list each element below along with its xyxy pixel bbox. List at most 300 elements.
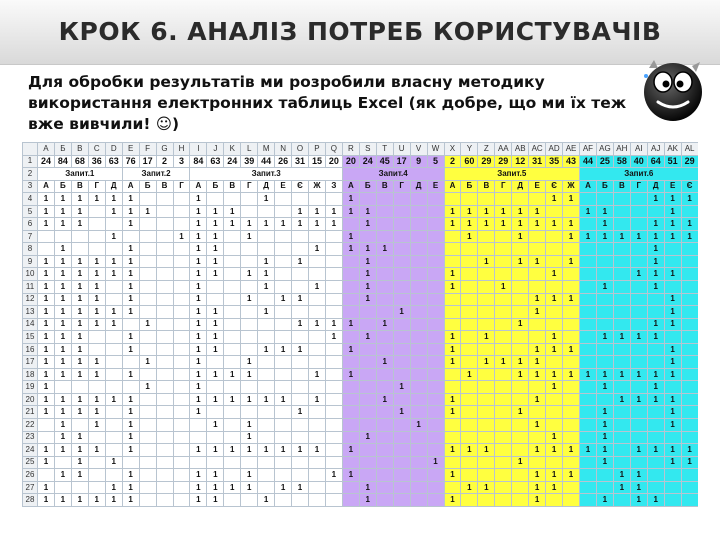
sheet-cell[interactable]: 1 xyxy=(461,368,478,381)
sheet-cell[interactable]: 1 xyxy=(71,306,88,319)
sheet-cell[interactable]: 1 xyxy=(105,205,122,218)
sheet-cell[interactable]: 1 xyxy=(258,218,275,231)
sheet-cell[interactable]: 1 xyxy=(630,331,647,344)
sheet-cell[interactable]: Д xyxy=(258,180,275,193)
sheet-cell[interactable]: 44 xyxy=(580,155,597,168)
sheet-cell[interactable] xyxy=(275,255,292,268)
sheet-cell[interactable] xyxy=(681,331,698,344)
sheet-cell[interactable] xyxy=(88,205,105,218)
sheet-cell[interactable]: 1 xyxy=(71,193,88,206)
sheet-cell[interactable] xyxy=(376,494,393,507)
sheet-cell[interactable] xyxy=(88,469,105,482)
sheet-cell[interactable] xyxy=(241,456,258,469)
sheet-cell[interactable]: 1 xyxy=(190,331,207,344)
sheet-cell[interactable]: 1 xyxy=(275,393,292,406)
sheet-cell[interactable] xyxy=(495,255,512,268)
sheet-cell[interactable]: 1 xyxy=(647,243,664,256)
sheet-cell[interactable] xyxy=(495,406,512,419)
sheet-cell[interactable]: 19 xyxy=(23,381,38,394)
sheet-cell[interactable]: 1 xyxy=(444,393,461,406)
sheet-cell[interactable]: 1 xyxy=(54,469,71,482)
sheet-cell[interactable]: Б xyxy=(596,180,613,193)
sheet-cell[interactable] xyxy=(156,255,173,268)
sheet-cell[interactable]: 1 xyxy=(376,318,393,331)
sheet-cell[interactable] xyxy=(495,456,512,469)
sheet-cell[interactable]: 76 xyxy=(122,155,139,168)
sheet-cell[interactable] xyxy=(359,193,376,206)
sheet-cell[interactable] xyxy=(664,494,681,507)
sheet-cell[interactable]: 1 xyxy=(224,444,241,457)
sheet-cell[interactable] xyxy=(156,306,173,319)
sheet-cell[interactable]: 1 xyxy=(630,393,647,406)
sheet-cell[interactable]: 1 xyxy=(292,205,309,218)
sheet-cell[interactable] xyxy=(580,481,597,494)
sheet-cell[interactable] xyxy=(461,494,478,507)
sheet-cell[interactable]: 1 xyxy=(122,243,139,256)
sheet-cell[interactable]: 1 xyxy=(512,406,529,419)
sheet-cell[interactable]: 1 xyxy=(241,419,258,432)
sheet-cell[interactable] xyxy=(156,368,173,381)
sheet-cell[interactable]: 1 xyxy=(71,469,88,482)
sheet-cell[interactable] xyxy=(207,293,224,306)
sheet-cell[interactable]: 1 xyxy=(241,431,258,444)
sheet-cell[interactable]: 26 xyxy=(275,155,292,168)
sheet-cell[interactable] xyxy=(325,368,342,381)
sheet-cell[interactable]: 1 xyxy=(241,469,258,482)
sheet-cell[interactable]: 1 xyxy=(275,343,292,356)
sheet-cell[interactable]: 1 xyxy=(241,230,258,243)
sheet-cell[interactable] xyxy=(139,431,156,444)
sheet-cell[interactable] xyxy=(88,343,105,356)
column-header[interactable]: AG xyxy=(596,143,613,156)
sheet-cell[interactable] xyxy=(461,193,478,206)
sheet-cell[interactable]: 20 xyxy=(325,155,342,168)
sheet-cell[interactable]: 1 xyxy=(88,193,105,206)
sheet-cell[interactable]: 1 xyxy=(647,331,664,344)
sheet-cell[interactable]: А xyxy=(122,180,139,193)
sheet-cell[interactable] xyxy=(478,268,495,281)
sheet-cell[interactable]: 5 xyxy=(23,205,38,218)
sheet-cell[interactable] xyxy=(580,343,597,356)
sheet-cell[interactable]: 1 xyxy=(647,494,664,507)
sheet-cell[interactable]: 1 xyxy=(190,193,207,206)
sheet-cell[interactable] xyxy=(546,393,563,406)
sheet-cell[interactable]: 1 xyxy=(258,193,275,206)
sheet-cell[interactable] xyxy=(563,419,580,432)
sheet-cell[interactable]: 1 xyxy=(461,218,478,231)
sheet-cell[interactable] xyxy=(309,230,326,243)
sheet-cell[interactable] xyxy=(173,431,190,444)
sheet-cell[interactable]: 2 xyxy=(23,168,38,181)
sheet-cell[interactable] xyxy=(173,343,190,356)
sheet-cell[interactable] xyxy=(342,419,359,432)
query-label-g4[interactable]: Запит.4 xyxy=(342,168,444,181)
sheet-cell[interactable]: 24 xyxy=(359,155,376,168)
sheet-cell[interactable]: 1 xyxy=(122,268,139,281)
column-header[interactable]: U xyxy=(393,143,410,156)
sheet-cell[interactable] xyxy=(444,230,461,243)
sheet-cell[interactable]: 1 xyxy=(122,306,139,319)
sheet-cell[interactable]: 1 xyxy=(71,406,88,419)
sheet-cell[interactable] xyxy=(173,456,190,469)
sheet-cell[interactable]: 1 xyxy=(88,268,105,281)
sheet-cell[interactable] xyxy=(258,469,275,482)
sheet-cell[interactable] xyxy=(393,230,410,243)
sheet-cell[interactable]: 1 xyxy=(478,444,495,457)
sheet-cell[interactable] xyxy=(461,431,478,444)
sheet-cell[interactable] xyxy=(529,243,546,256)
sheet-cell[interactable] xyxy=(478,393,495,406)
sheet-cell[interactable] xyxy=(71,419,88,432)
sheet-cell[interactable]: 1 xyxy=(71,205,88,218)
sheet-cell[interactable]: 1 xyxy=(309,218,326,231)
sheet-cell[interactable]: 1 xyxy=(54,193,71,206)
sheet-cell[interactable] xyxy=(546,356,563,369)
sheet-cell[interactable]: 1 xyxy=(190,444,207,457)
sheet-cell[interactable] xyxy=(342,381,359,394)
sheet-cell[interactable] xyxy=(292,243,309,256)
sheet-cell[interactable] xyxy=(309,193,326,206)
sheet-cell[interactable]: 1 xyxy=(38,193,55,206)
sheet-cell[interactable] xyxy=(173,281,190,294)
sheet-cell[interactable]: 1 xyxy=(309,318,326,331)
column-header[interactable]: AJ xyxy=(647,143,664,156)
sheet-cell[interactable] xyxy=(54,481,71,494)
sheet-cell[interactable] xyxy=(512,481,529,494)
sheet-cell[interactable]: В xyxy=(376,180,393,193)
sheet-cell[interactable]: 1 xyxy=(546,381,563,394)
sheet-cell[interactable] xyxy=(478,318,495,331)
sheet-cell[interactable]: 23 xyxy=(23,431,38,444)
sheet-cell[interactable]: 51 xyxy=(664,155,681,168)
sheet-cell[interactable] xyxy=(393,356,410,369)
sheet-cell[interactable] xyxy=(444,431,461,444)
sheet-cell[interactable]: 1 xyxy=(88,306,105,319)
sheet-cell[interactable]: 1 xyxy=(38,255,55,268)
sheet-cell[interactable] xyxy=(342,293,359,306)
sheet-cell[interactable] xyxy=(664,243,681,256)
sheet-cell[interactable]: 1 xyxy=(664,318,681,331)
sheet-cell[interactable]: 25 xyxy=(23,456,38,469)
sheet-cell[interactable] xyxy=(393,444,410,457)
sheet-cell[interactable] xyxy=(613,218,630,231)
sheet-cell[interactable] xyxy=(681,255,698,268)
sheet-cell[interactable] xyxy=(427,218,444,231)
sheet-cell[interactable] xyxy=(529,318,546,331)
sheet-cell[interactable] xyxy=(529,281,546,294)
sheet-cell[interactable] xyxy=(275,281,292,294)
sheet-cell[interactable] xyxy=(105,469,122,482)
sheet-cell[interactable] xyxy=(342,456,359,469)
sheet-cell[interactable]: 4 xyxy=(23,193,38,206)
sheet-cell[interactable]: Є xyxy=(292,180,309,193)
sheet-cell[interactable]: Е xyxy=(664,180,681,193)
sheet-cell[interactable]: 1 xyxy=(207,331,224,344)
sheet-cell[interactable]: 1 xyxy=(292,255,309,268)
sheet-cell[interactable]: 1 xyxy=(664,419,681,432)
sheet-cell[interactable] xyxy=(495,419,512,432)
sheet-cell[interactable] xyxy=(393,255,410,268)
sheet-cell[interactable] xyxy=(359,393,376,406)
sheet-cell[interactable]: 1 xyxy=(190,293,207,306)
sheet-cell[interactable] xyxy=(461,306,478,319)
sheet-cell[interactable] xyxy=(647,406,664,419)
column-header[interactable]: Q xyxy=(325,143,342,156)
sheet-cell[interactable] xyxy=(275,356,292,369)
sheet-cell[interactable] xyxy=(580,419,597,432)
sheet-cell[interactable]: 1 xyxy=(54,293,71,306)
sheet-cell[interactable] xyxy=(359,444,376,457)
sheet-cell[interactable] xyxy=(241,281,258,294)
sheet-cell[interactable] xyxy=(681,343,698,356)
sheet-cell[interactable] xyxy=(596,293,613,306)
sheet-cell[interactable] xyxy=(613,343,630,356)
query-label-g1[interactable]: Запит.1 xyxy=(38,168,123,181)
sheet-cell[interactable] xyxy=(258,368,275,381)
sheet-cell[interactable]: 1 xyxy=(444,406,461,419)
sheet-cell[interactable]: 1 xyxy=(664,456,681,469)
sheet-cell[interactable] xyxy=(292,456,309,469)
sheet-cell[interactable] xyxy=(359,419,376,432)
sheet-cell[interactable]: 1 xyxy=(563,193,580,206)
sheet-cell[interactable]: 1 xyxy=(258,343,275,356)
sheet-cell[interactable]: 1 xyxy=(647,230,664,243)
sheet-cell[interactable] xyxy=(393,494,410,507)
sheet-cell[interactable]: 1 xyxy=(122,419,139,432)
sheet-cell[interactable]: 1 xyxy=(444,469,461,482)
sheet-cell[interactable] xyxy=(495,494,512,507)
sheet-cell[interactable]: 1 xyxy=(105,494,122,507)
sheet-cell[interactable] xyxy=(427,293,444,306)
sheet-cell[interactable] xyxy=(359,356,376,369)
sheet-cell[interactable] xyxy=(376,469,393,482)
sheet-cell[interactable] xyxy=(173,193,190,206)
sheet-cell[interactable]: 1 xyxy=(613,368,630,381)
sheet-cell[interactable]: 1 xyxy=(309,205,326,218)
sheet-cell[interactable] xyxy=(309,268,326,281)
sheet-cell[interactable] xyxy=(410,306,427,319)
sheet-cell[interactable] xyxy=(664,255,681,268)
sheet-cell[interactable] xyxy=(105,343,122,356)
sheet-cell[interactable] xyxy=(309,419,326,432)
sheet-cell[interactable]: 44 xyxy=(258,155,275,168)
sheet-cell[interactable] xyxy=(478,431,495,444)
sheet-cell[interactable] xyxy=(512,331,529,344)
sheet-cell[interactable]: 1 xyxy=(38,381,55,394)
sheet-cell[interactable]: 1 xyxy=(359,281,376,294)
sheet-cell[interactable] xyxy=(613,381,630,394)
sheet-cell[interactable] xyxy=(275,306,292,319)
sheet-cell[interactable] xyxy=(478,494,495,507)
sheet-cell[interactable] xyxy=(580,406,597,419)
sheet-cell[interactable] xyxy=(512,381,529,394)
sheet-cell[interactable] xyxy=(71,230,88,243)
sheet-cell[interactable] xyxy=(664,431,681,444)
sheet-cell[interactable] xyxy=(478,469,495,482)
sheet-cell[interactable] xyxy=(393,268,410,281)
query-label-g2[interactable]: Запит.2 xyxy=(122,168,190,181)
sheet-cell[interactable] xyxy=(613,255,630,268)
sheet-cell[interactable]: 1 xyxy=(71,318,88,331)
sheet-cell[interactable] xyxy=(224,318,241,331)
sheet-cell[interactable] xyxy=(325,481,342,494)
sheet-cell[interactable]: 1 xyxy=(173,230,190,243)
sheet-cell[interactable] xyxy=(275,494,292,507)
sheet-cell[interactable]: 1 xyxy=(444,268,461,281)
sheet-cell[interactable] xyxy=(376,205,393,218)
sheet-cell[interactable]: 1 xyxy=(596,431,613,444)
sheet-cell[interactable] xyxy=(630,281,647,294)
sheet-cell[interactable]: 18 xyxy=(23,368,38,381)
sheet-cell[interactable] xyxy=(105,419,122,432)
sheet-cell[interactable]: 1 xyxy=(495,205,512,218)
sheet-cell[interactable] xyxy=(241,255,258,268)
sheet-cell[interactable]: 1 xyxy=(546,218,563,231)
column-header[interactable]: J xyxy=(207,143,224,156)
sheet-cell[interactable]: 63 xyxy=(105,155,122,168)
sheet-cell[interactable]: Б xyxy=(359,180,376,193)
sheet-cell[interactable] xyxy=(563,318,580,331)
sheet-cell[interactable]: 1 xyxy=(325,469,342,482)
sheet-cell[interactable] xyxy=(139,218,156,231)
column-header[interactable]: AF xyxy=(580,143,597,156)
sheet-cell[interactable]: 1 xyxy=(580,444,597,457)
sheet-cell[interactable] xyxy=(647,469,664,482)
sheet-cell[interactable]: 1 xyxy=(122,193,139,206)
sheet-cell[interactable]: 3 xyxy=(173,155,190,168)
sheet-cell[interactable]: 1 xyxy=(224,205,241,218)
sheet-cell[interactable] xyxy=(342,481,359,494)
sheet-cell[interactable]: 1 xyxy=(71,343,88,356)
sheet-cell[interactable] xyxy=(292,368,309,381)
sheet-cell[interactable] xyxy=(376,381,393,394)
sheet-cell[interactable]: 1 xyxy=(88,406,105,419)
sheet-cell[interactable]: 29 xyxy=(495,155,512,168)
sheet-cell[interactable]: 1 xyxy=(190,343,207,356)
sheet-cell[interactable] xyxy=(495,381,512,394)
sheet-cell[interactable]: А xyxy=(444,180,461,193)
sheet-cell[interactable]: 1 xyxy=(664,444,681,457)
sheet-cell[interactable] xyxy=(54,456,71,469)
sheet-cell[interactable] xyxy=(613,356,630,369)
sheet-cell[interactable] xyxy=(105,243,122,256)
sheet-cell[interactable]: 1 xyxy=(54,356,71,369)
sheet-cell[interactable] xyxy=(325,306,342,319)
sheet-cell[interactable] xyxy=(427,268,444,281)
sheet-cell[interactable] xyxy=(224,406,241,419)
sheet-cell[interactable]: 1 xyxy=(190,218,207,231)
column-header[interactable] xyxy=(23,143,38,156)
sheet-cell[interactable] xyxy=(156,318,173,331)
sheet-cell[interactable]: 1 xyxy=(122,331,139,344)
sheet-cell[interactable] xyxy=(156,444,173,457)
sheet-cell[interactable] xyxy=(173,255,190,268)
sheet-cell[interactable]: 1 xyxy=(393,406,410,419)
sheet-cell[interactable] xyxy=(139,444,156,457)
sheet-cell[interactable] xyxy=(427,481,444,494)
sheet-cell[interactable]: 1 xyxy=(359,494,376,507)
sheet-cell[interactable] xyxy=(190,419,207,432)
sheet-cell[interactable]: 1 xyxy=(224,368,241,381)
sheet-cell[interactable] xyxy=(173,381,190,394)
sheet-cell[interactable] xyxy=(580,306,597,319)
sheet-cell[interactable] xyxy=(681,494,698,507)
sheet-cell[interactable] xyxy=(630,218,647,231)
sheet-cell[interactable]: 1 xyxy=(664,343,681,356)
sheet-cell[interactable] xyxy=(292,230,309,243)
sheet-cell[interactable]: 1 xyxy=(596,419,613,432)
sheet-cell[interactable] xyxy=(139,281,156,294)
sheet-cell[interactable] xyxy=(376,255,393,268)
sheet-cell[interactable]: 1 xyxy=(190,481,207,494)
sheet-cell[interactable]: 1 xyxy=(190,306,207,319)
sheet-cell[interactable] xyxy=(529,381,546,394)
sheet-cell[interactable]: 1 xyxy=(563,469,580,482)
column-header[interactable]: AE xyxy=(563,143,580,156)
sheet-cell[interactable]: 60 xyxy=(461,155,478,168)
sheet-cell[interactable]: 1 xyxy=(54,218,71,231)
sheet-cell[interactable] xyxy=(512,444,529,457)
sheet-cell[interactable] xyxy=(410,494,427,507)
sheet-cell[interactable]: 1 xyxy=(359,481,376,494)
sheet-cell[interactable]: Г xyxy=(630,180,647,193)
sheet-cell[interactable] xyxy=(309,481,326,494)
sheet-cell[interactable]: 1 xyxy=(342,205,359,218)
sheet-cell[interactable]: 1 xyxy=(376,356,393,369)
sheet-cell[interactable]: 1 xyxy=(342,318,359,331)
sheet-cell[interactable]: 11 xyxy=(23,281,38,294)
sheet-cell[interactable]: 1 xyxy=(190,356,207,369)
sheet-cell[interactable] xyxy=(258,331,275,344)
sheet-cell[interactable] xyxy=(546,494,563,507)
sheet-cell[interactable] xyxy=(580,318,597,331)
sheet-cell[interactable]: 36 xyxy=(88,155,105,168)
sheet-cell[interactable] xyxy=(325,456,342,469)
sheet-cell[interactable]: 1 xyxy=(563,255,580,268)
sheet-cell[interactable] xyxy=(156,281,173,294)
sheet-cell[interactable]: 1 xyxy=(88,255,105,268)
sheet-cell[interactable] xyxy=(393,456,410,469)
sheet-cell[interactable]: 1 xyxy=(207,255,224,268)
sheet-cell[interactable] xyxy=(427,281,444,294)
sheet-cell[interactable] xyxy=(325,268,342,281)
sheet-cell[interactable] xyxy=(410,481,427,494)
sheet-cell[interactable] xyxy=(681,381,698,394)
sheet-cell[interactable] xyxy=(275,431,292,444)
sheet-cell[interactable] xyxy=(563,331,580,344)
sheet-cell[interactable]: 1 xyxy=(88,293,105,306)
sheet-cell[interactable] xyxy=(647,293,664,306)
sheet-cell[interactable] xyxy=(292,419,309,432)
sheet-cell[interactable] xyxy=(325,406,342,419)
sheet-cell[interactable] xyxy=(563,456,580,469)
sheet-cell[interactable] xyxy=(309,406,326,419)
sheet-cell[interactable]: 1 xyxy=(512,318,529,331)
sheet-cell[interactable]: 3 xyxy=(23,180,38,193)
sheet-cell[interactable]: 1 xyxy=(207,494,224,507)
sheet-cell[interactable] xyxy=(190,456,207,469)
sheet-cell[interactable]: 1 xyxy=(38,293,55,306)
sheet-cell[interactable] xyxy=(105,281,122,294)
sheet-cell[interactable] xyxy=(376,419,393,432)
sheet-cell[interactable] xyxy=(207,356,224,369)
sheet-cell[interactable]: 1 xyxy=(190,243,207,256)
sheet-cell[interactable] xyxy=(393,469,410,482)
sheet-cell[interactable]: 1 xyxy=(546,481,563,494)
sheet-cell[interactable]: 29 xyxy=(681,155,698,168)
sheet-cell[interactable] xyxy=(681,205,698,218)
sheet-cell[interactable] xyxy=(427,243,444,256)
